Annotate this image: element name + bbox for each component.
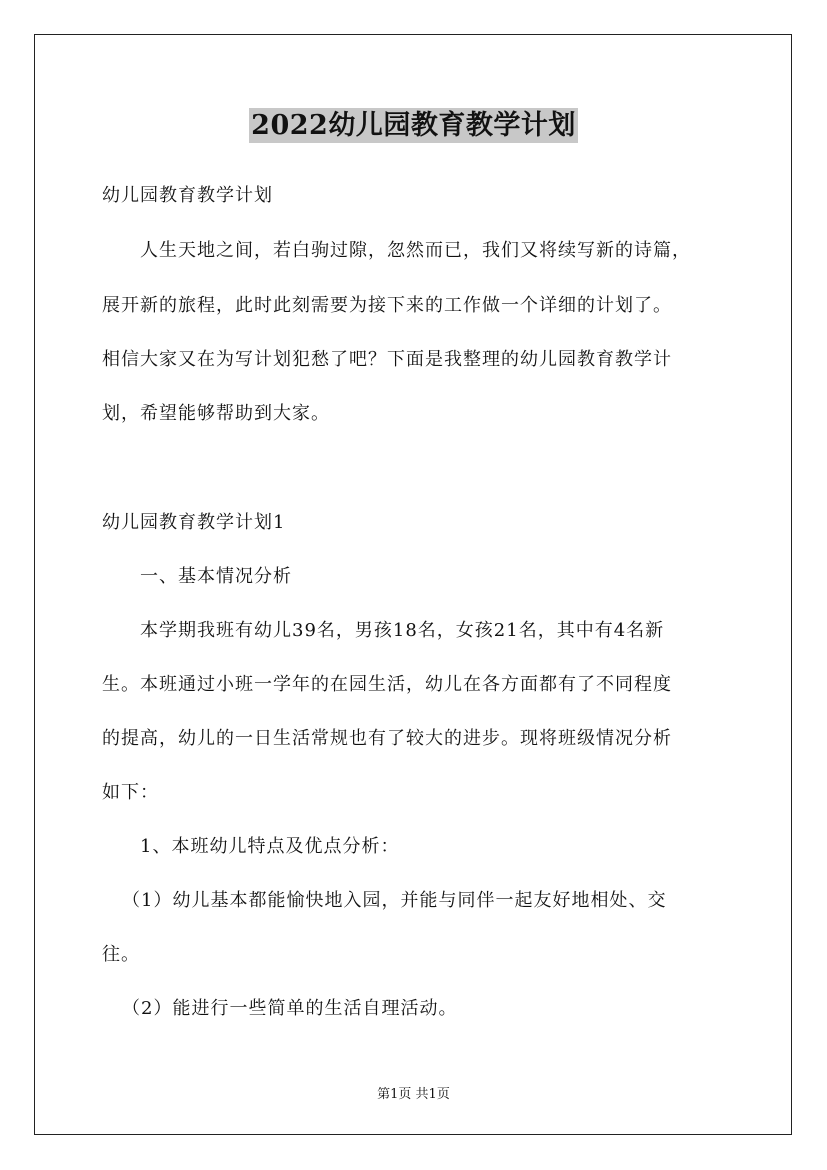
paragraph-line: 生。本班通过小班一学年的在园生活，幼儿在各方面都有了不同程度 xyxy=(102,674,672,695)
paragraph-line: 往。 xyxy=(102,944,140,965)
paragraph-line: 划，希望能够帮助到大家。 xyxy=(102,403,330,424)
paragraph-line: 相信大家又在为写计划犯愁了吧？下面是我整理的幼儿园教育教学计 xyxy=(102,349,672,370)
section-heading: 幼儿园教育教学计划 xyxy=(102,185,273,206)
subheading: 一、基本情况分析 xyxy=(140,566,292,587)
list-item: （1）幼儿基本都能愉快地入园，并能与同伴一起友好地相处、交 xyxy=(122,890,667,911)
paragraph-line: 如下： xyxy=(102,782,159,803)
document-title: 2022幼儿园教育教学计划 xyxy=(251,110,576,141)
paragraph-line: 本学期我班有幼儿39名，男孩18名，女孩21名，其中有4名新 xyxy=(140,620,665,641)
paragraph-line: 的提高，幼儿的一日生活常规也有了较大的进步。现将班级情况分析 xyxy=(102,728,672,749)
subheading: 1、本班幼儿特点及优点分析： xyxy=(140,836,400,857)
paragraph-line: 人生天地之间，若白驹过隙，忽然而已，我们又将续写新的诗篇， xyxy=(140,240,691,261)
page-number: 第1页 共1页 xyxy=(377,1087,450,1102)
paragraph-line: 展开新的旅程，此时此刻需要为接下来的工作做一个详细的计划了。 xyxy=(102,295,672,316)
document-title-wrap xyxy=(0,103,827,142)
section-heading: 幼儿园教育教学计划1 xyxy=(102,512,286,533)
list-item: （2）能进行一些简单的生活自理活动。 xyxy=(122,998,458,1019)
